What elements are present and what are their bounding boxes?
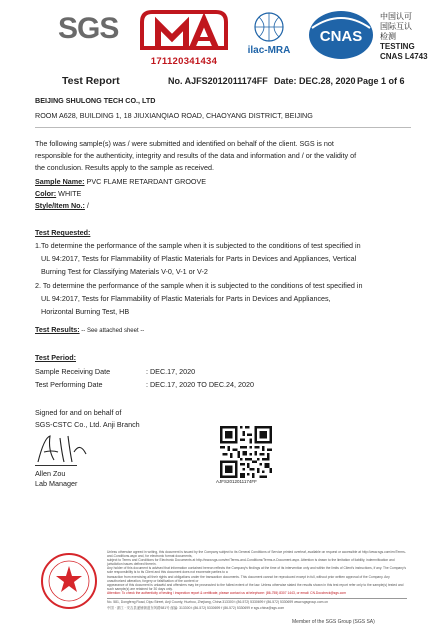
header-divider xyxy=(35,127,411,128)
performing-date-value: : DEC.17, 2020 TO DEC.24, 2020 xyxy=(146,380,255,389)
cnas-emblem-icon xyxy=(306,8,376,62)
test-results-heading: Test Results: xyxy=(35,325,80,334)
footer-terms-4: transaction from exercising all their rights and obligations under the transaction documents. This document cannot be reproduced except in full, without prior written approval of the Company. Any unauthorized alteration, forgery or falsification of the content or xyxy=(107,574,390,583)
qr-caption: AJFS2012011174FF xyxy=(216,479,257,484)
ilac-label: ilac-MRA xyxy=(247,45,291,56)
ilac-mra-logo xyxy=(238,10,300,56)
footer-terms-1: Unless otherwise agreed in writing, this document is issued by the Company subject to its General Conditions of Service printed overleaf, available on request or accessible at http://www.sgs.com/en/Terms-and-Conditions.aspx and, for electronic format documents, xyxy=(107,550,406,559)
footer-terms xyxy=(107,550,407,595)
handwritten-signature xyxy=(34,432,90,466)
report-date: Date: DEC.28, 2020 xyxy=(274,76,356,86)
cn-line-1: 中国认可 xyxy=(380,12,412,21)
test-results-row xyxy=(35,325,144,336)
cma-logo xyxy=(138,8,230,68)
footer-terms-2: subject to Terms and Conditions for Electronic Documents at http://www.sgs.com/en/Terms-and-Conditions/Terms-e-Document.aspx. Attention is drawn to the limitation of liability, indemnification and jurisdiction issues defined therein. xyxy=(107,558,395,567)
footer-authenticity: Attention: To check the authenticity of testing / inspection report & certificate, please contact us at telephone: (86-755) 8307 1443, or email: CN.Doccheck@sgs.com xyxy=(107,590,346,595)
test-period-heading: Test Period: xyxy=(35,353,77,362)
signing-entity: SGS-CSTC Co., Ltd. Anji Branch xyxy=(35,420,140,429)
sgs-logo xyxy=(58,10,128,54)
cnas-number: CNAS L4743 xyxy=(380,52,428,61)
receiving-date-value: : DEC.17, 2020 xyxy=(146,367,196,376)
test-results-value: -- See attached sheet -- xyxy=(79,328,145,334)
cma-mark-icon xyxy=(138,8,230,56)
request-2-line-2: UL 94:2017, Tests for Flammability of Plastic Materials for Parts in Devices and Appliances, xyxy=(41,294,331,303)
cnas-logo xyxy=(306,8,376,62)
cn-line-2: 国际互认 xyxy=(380,22,412,31)
footer-divider xyxy=(107,598,407,599)
performing-date-label: Test Performing Date xyxy=(35,380,103,389)
qr-code xyxy=(220,426,272,478)
footer-stamp-icon xyxy=(38,550,100,612)
request-1-line-2: UL 94:2017, Tests for Flammability of Plastic Materials for Parts in Devices and Appliances, Vertical xyxy=(41,254,357,263)
page-indicator: Page 1 of 6 xyxy=(357,76,405,86)
ilac-globe-icon xyxy=(238,10,300,56)
receiving-date-label: Sample Receiving Date xyxy=(35,367,111,376)
intro-line-2: responsible for the authenticity, integrity and results of the data and information and / or the validity of xyxy=(35,151,357,160)
request-2-line-3: Horizontal Burning Test, HB xyxy=(41,307,130,316)
client-name: BEIJING SHULONG TECH CO., LTD xyxy=(35,96,156,105)
footer-address-cn: 中国 · 浙江 · 安吉县递铺街道东风路581号 邮编: 313300 t (86-572) 5330699 f (86-572) 5330699 e sgs.china@sgs.com xyxy=(107,606,285,610)
report-number: No. AJFS2012011174FF xyxy=(168,76,268,86)
intro-line-1: The following sample(s) was / were submitted and identified on behalf of the client. SGS is not xyxy=(35,139,334,148)
footer-terms-3: Any holder of this document is advised that information contained hereon reflects the Company's findings at the time of its intervention only and within the limits of Client's instructions, if any. The Company's sole responsibility is to its Client and this document does not exonerate parties to a xyxy=(107,566,407,575)
sample-name-label: Sample Name: xyxy=(35,177,85,186)
request-1-line-3: Burning Test for Classifying Materials V-0, V-1 or V-2 xyxy=(41,267,208,276)
cn-line-3: 检测 xyxy=(380,32,396,41)
sample-name-row xyxy=(35,177,206,186)
footer-terms-5: appearance of this document is unlawful and offenders may be prosecuted to the fullest extent of the law. Unless otherwise stated the results shown in this test report refer only to the sample(s) tested and such sample(s) are retained for 30 days only. xyxy=(107,582,404,591)
signer-title: Lab Manager xyxy=(35,479,78,488)
test-requested-heading: Test Requested: xyxy=(35,228,91,237)
member-label: Member of the SGS Group (SGS SA) xyxy=(292,619,375,625)
cnas-label: CNAS xyxy=(319,28,363,45)
footer-address-en: No. 581, Dongfeng Road, Dipu Street, Anji County, Huzhou, Zhejiang, China 313300 t (86-572) 5330699 f (86-572) 5330699 www.sgsgroup.com.cn xyxy=(107,600,329,604)
intro-line-3: the conclusion. Results apply to the sample as received. xyxy=(35,163,214,172)
signer-name: Allen Zou xyxy=(35,469,66,478)
client-address: ROOM A628, BUILDING 1, 18 JIUXIANQIAO ROAD, CHAOYANG DISTRICT, BEIJING xyxy=(35,111,313,120)
color-value: WHITE xyxy=(56,189,82,198)
color-label: Color: xyxy=(35,189,57,198)
request-2-line-1: 2. To determine the performance of the sample when it is subjected to the conditions of test specified in xyxy=(35,281,363,290)
cma-number: 171120341434 xyxy=(150,56,218,67)
report-title: Test Report xyxy=(62,75,120,87)
sample-name-value: PVC FLAME RETARDANT GROOVE xyxy=(84,177,207,186)
sgs-logo-text: SGS xyxy=(58,12,119,45)
signature-line xyxy=(35,465,77,466)
signed-on-behalf: Signed for and on behalf of xyxy=(35,408,122,417)
style-label: Style/Item No.: xyxy=(35,201,85,210)
color-row xyxy=(35,189,81,198)
accreditation-text xyxy=(380,12,446,62)
testing-label: TESTING xyxy=(380,42,415,51)
style-value: / xyxy=(84,201,89,210)
request-1-line-1: 1.To determine the performance of the sample when it is subjected to the conditions of test specified in xyxy=(35,241,361,250)
style-row xyxy=(35,201,89,210)
